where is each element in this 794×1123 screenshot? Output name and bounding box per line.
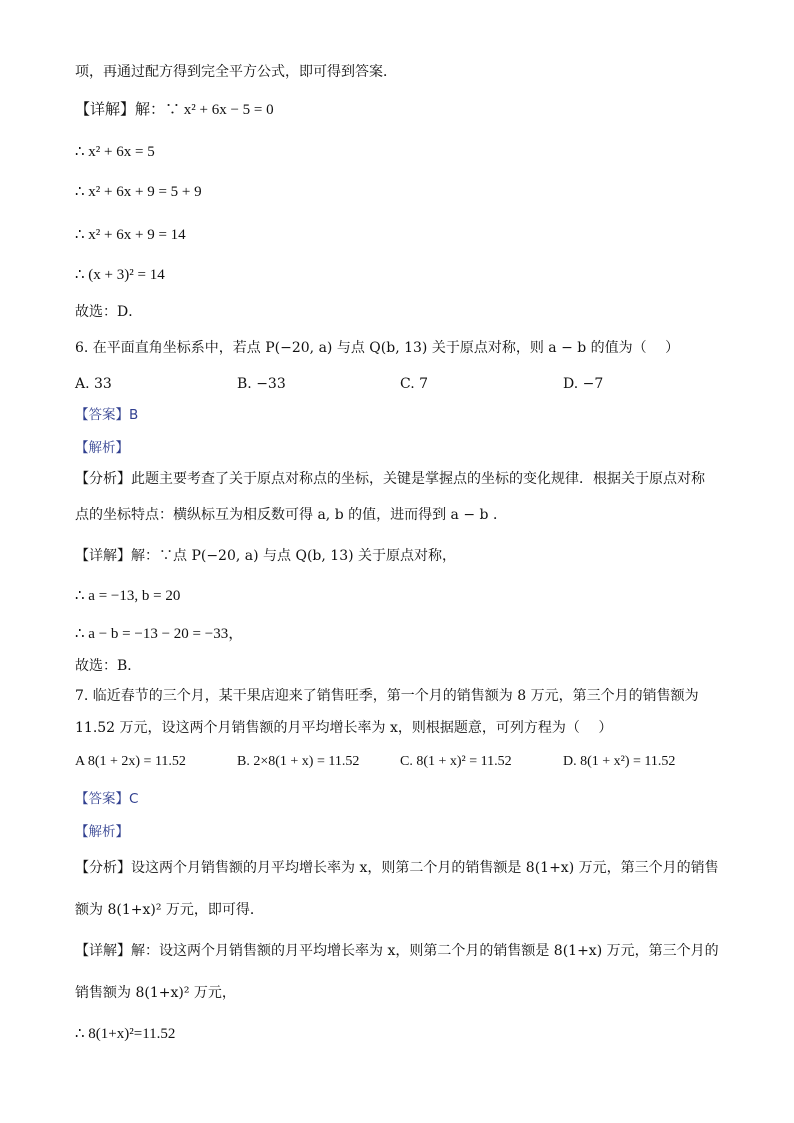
q6-answer: 【答案】B — [75, 407, 139, 423]
text-line: 项，再通过配方得到完全平方公式，即可得到答案． — [75, 64, 397, 80]
q7-solution: 【详解】解：设这两个月销售额的月平均增长率为 x，则第二个月的销售额是 8(1+x) 万元，第三个月的 — [75, 943, 719, 959]
q6-analysis-heading: 【解析】 — [75, 440, 129, 456]
equation-line: ∴ x² + 6x + 9 = 14 — [75, 227, 186, 243]
q6-option-c: C. 7 — [400, 376, 429, 392]
q7-analysis-heading: 【解析】 — [75, 824, 129, 840]
q6-step: ∴ a − b = −13 − 20 = −33， — [75, 626, 244, 642]
q7-analysis-text: 【分析】设这两个月销售额的月平均增长率为 x，则第二个月的销售额是 8(1+x) 万元，第三个月的销售 — [75, 860, 719, 876]
q7-option-d: D. 8(1 + x²) = 11.52 — [563, 754, 676, 769]
choice-line: 故选：D． — [75, 304, 143, 320]
q7-option-a: A 8(1 + 2x) = 11.52 — [75, 754, 186, 769]
q6-option-d: D. −7 — [563, 376, 604, 392]
q6-option-b: B. −33 — [237, 376, 286, 392]
equation-line: ∴ x² + 6x = 5 — [75, 144, 155, 160]
q7-final: ∴ 8(1+x)²=11.52 — [75, 1026, 176, 1042]
q6-step: ∴ a = −13, b = 20 — [75, 588, 181, 604]
q6-analysis-text: 点的坐标特点：横纵标互为相反数可得 a, b 的值，进而得到 a − b ． — [75, 507, 507, 523]
choice-line: 故选：B． — [75, 658, 142, 674]
q7-analysis-text: 额为 8(1+x)² 万元，即可得． — [75, 902, 264, 918]
solution-line: 【详解】解：∵ x² + 6x − 5 = 0 — [75, 102, 274, 118]
q7-option-b: B. 2×8(1 + x) = 11.52 — [237, 754, 360, 769]
q6-option-a: A. 33 — [75, 376, 112, 392]
equation-line: ∴ x² + 6x + 9 = 5 + 9 — [75, 184, 202, 200]
q6-analysis-text: 【分析】此题主要考查了关于原点对称点的坐标，关键是掌握点的坐标的变化规律．根据关于原点对称 — [75, 471, 705, 487]
question-7: 11.52 万元，设这两个月销售额的月平均增长率为 x，则根据题意，可列方程为（ ） — [75, 720, 613, 736]
question-7: 7. 临近春节的三个月，某干果店迎来了销售旺季，第一个月的销售额为 8 万元，第三个月的销售额为 — [75, 688, 699, 704]
q7-solution: 销售额为 8(1+x)² 万元， — [75, 985, 236, 1001]
question-6: 6. 在平面直角坐标系中，若点 P(−20, a) 与点 Q(b, 13) 关于原点对称，则 a − b 的值为（ ） — [75, 340, 680, 356]
q7-option-c: C. 8(1 + x)² = 11.52 — [400, 754, 512, 769]
q7-answer: 【答案】C — [75, 791, 139, 807]
q6-solution: 【详解】解：∵点 P(−20, a) 与点 Q(b, 13) 关于原点对称， — [75, 548, 457, 564]
equation-line: ∴ (x + 3)² = 14 — [75, 267, 165, 283]
